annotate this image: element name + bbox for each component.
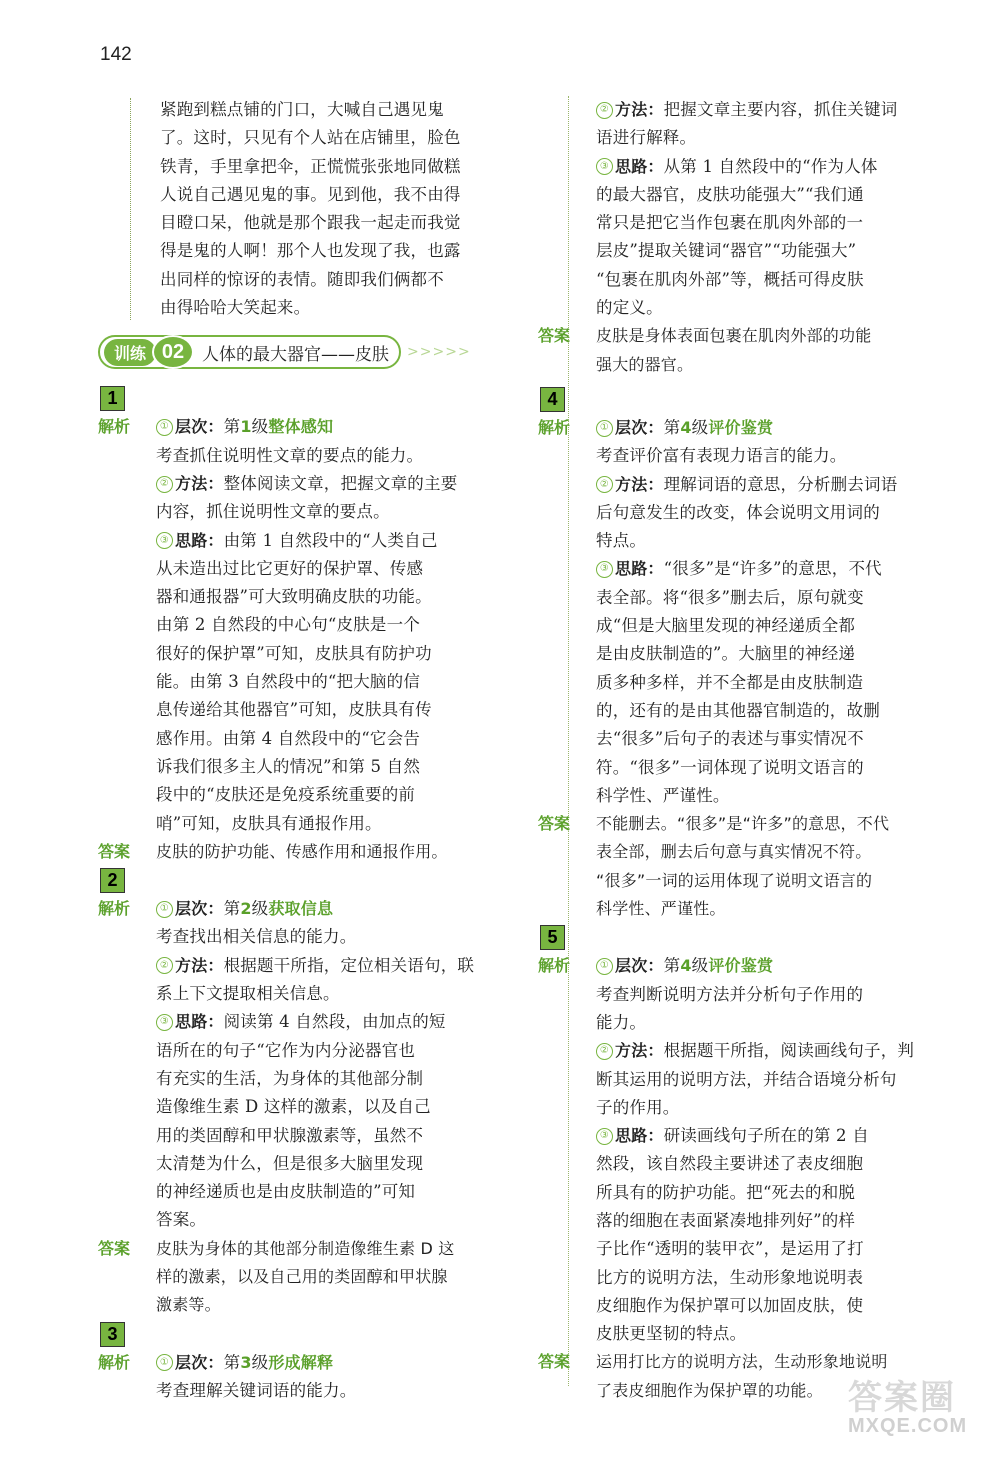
idea-line <box>156 527 508 555</box>
method-text: 语进行解释。 <box>596 128 697 148</box>
method-text: 特点。 <box>596 531 647 551</box>
story-line: 出同样的惊讶的表情。随即我们俩都不 <box>160 269 444 289</box>
analysis-tag: 解析 <box>538 956 571 976</box>
idea-text: 然段，该自然段主要讲述了表皮细胞 <box>596 1154 864 1174</box>
right-column <box>538 96 954 1405</box>
answer-tag: 答案 <box>98 841 131 861</box>
chevron-arrows-icon: >>>>> <box>407 344 471 361</box>
idea-label: 思路： <box>175 1012 224 1032</box>
circled-number-icon: ① <box>596 958 613 975</box>
answer-text: 强大的器官。 <box>596 354 694 374</box>
idea-text: 很好的保护罩”可知，皮肤具有防护功 <box>156 643 432 663</box>
method-text: 把握文章主要内容，抓住关键词 <box>663 100 898 119</box>
level-number: 4 <box>680 417 692 437</box>
idea-text: 语所在的句子“它作为内分泌器官也 <box>156 1040 416 1060</box>
idea-text: 皮肤更坚韧的特点。 <box>596 1324 747 1344</box>
idea-text: 息传递给其他器官”可知，皮肤具有传 <box>156 700 432 720</box>
method-line <box>156 952 508 980</box>
level-label: 层次： <box>175 1352 224 1372</box>
level-suffix: 级 <box>691 417 709 437</box>
level-line <box>596 952 954 980</box>
idea-text: 符。“很多”一词体现了说明文语言的 <box>596 757 864 777</box>
answer-text: 不能删去。“很多”是“许多”的意思，不代 <box>596 814 890 834</box>
method-label: 方法： <box>615 474 664 494</box>
level-suffix: 级 <box>251 1352 269 1372</box>
level-number: 3 <box>240 1352 252 1372</box>
question-3 <box>98 1320 508 1406</box>
level-line <box>156 413 508 441</box>
circled-number-icon: ③ <box>156 1014 173 1031</box>
story-line: 由得哈哈大笑起来。 <box>160 298 311 318</box>
idea-label: 思路： <box>615 559 664 579</box>
idea-text: 去“很多”后句子的表述与事实情况不 <box>596 729 864 749</box>
idea-label: 思路： <box>615 156 664 176</box>
answer-tag: 答案 <box>538 1352 571 1372</box>
idea-text: 成“但是大脑里发现的神经递质全都 <box>596 616 856 636</box>
idea-text: 皮细胞作为保护罩可以加固皮肤，使 <box>596 1295 864 1315</box>
analysis-tag: 解析 <box>98 899 131 919</box>
circled-number-icon: ① <box>156 1354 173 1371</box>
question-2 <box>98 866 508 1319</box>
story-line: 人说自己遇见鬼的事。见到他，我不由得 <box>160 184 461 204</box>
question-number-badge: 4 <box>540 387 565 412</box>
method-text: 根据题干所指，阅读画线句子，判 <box>663 1041 915 1061</box>
method-text: 根据题干所指，定位相关语句，联 <box>223 955 475 975</box>
method-text: 系上下文提取相关信息。 <box>156 984 340 1004</box>
level-description: 能力。 <box>596 1012 647 1032</box>
idea-label: 思路： <box>175 530 224 550</box>
watermark-title: 答案圈 <box>848 1378 956 1418</box>
story-line: 目瞪口呆，他就是那个跟我一起走而我觉 <box>160 213 461 233</box>
answer-tag: 答案 <box>538 326 571 346</box>
level-number: 1 <box>240 417 252 437</box>
answer-text: 样的激素，以及自己用的类固醇和甲状腺 <box>156 1266 448 1286</box>
idea-text: 研读画线句子所在的第 2 自 <box>663 1126 869 1146</box>
level-description: 考查评价富有表现力语言的能力。 <box>596 446 847 466</box>
method-line <box>156 470 508 498</box>
story-line: 得是鬼的人啊！那个人也发现了我，也露 <box>160 241 461 261</box>
answer-text: “很多”一词的运用体现了说明文语言的 <box>596 870 873 890</box>
circled-number-icon: ① <box>156 419 173 436</box>
question-5 <box>538 923 954 1405</box>
level-suffix: 级 <box>251 899 269 919</box>
training-label: 训练 <box>104 339 156 366</box>
method-text: 理解词语的意思，分析删去词语 <box>663 474 898 494</box>
method-label: 方法： <box>615 100 664 119</box>
method-text: 断其运用的说明方法，并结合语境分析句 <box>596 1069 897 1089</box>
answer-text: 科学性、严谨性。 <box>596 899 726 919</box>
idea-text: 从未造出过比它更好的保护罩、传感 <box>156 558 424 578</box>
idea-text: 是由皮肤制造的”。大脑里的神经递 <box>596 644 856 664</box>
method-label: 方法： <box>175 955 224 975</box>
idea-text: 答案。 <box>156 1210 207 1230</box>
level-label: 层次： <box>175 899 224 919</box>
level-label: 层次： <box>175 417 224 437</box>
answer-text: 皮肤的防护功能、传感作用和通报作用。 <box>156 841 448 861</box>
idea-text: 用的类固醇和甲状腺激素等，虽然不 <box>156 1125 424 1145</box>
idea-text: 能。由第 3 自然段中的“把大脑的信 <box>156 672 421 692</box>
method-text: 内容，抓住说明性文章的要点。 <box>156 502 390 522</box>
idea-text: 感作用。由第 4 自然段中的“它会告 <box>156 728 421 748</box>
level-description: 考查判断说明方法并分析句子作用的 <box>596 984 864 1004</box>
question-4 <box>538 385 954 923</box>
level-description: 考查找出相关信息的能力。 <box>156 927 357 947</box>
story-line: 了。这时，只见有个人站在店铺里，脸色 <box>160 128 461 148</box>
level-suffix: 级 <box>691 956 709 976</box>
question-1 <box>98 384 508 866</box>
idea-text: 太清楚为什么，但是很多大脑里发现 <box>156 1153 424 1173</box>
answer-text: 了表皮细胞作为保护罩的功能。 <box>596 1380 823 1400</box>
circled-number-icon: ③ <box>596 1128 613 1145</box>
idea-text: 质多种多样，并不全都是由皮肤制造 <box>596 672 864 692</box>
idea-text: 从第 1 自然段中的“作为人体 <box>663 156 878 176</box>
idea-text: 所具有的防护功能。把“死去的和脱 <box>596 1182 856 1202</box>
idea-text: 由第 2 自然段的中心句“皮肤是一个 <box>156 615 421 635</box>
level-description: 考查理解关键词语的能力。 <box>156 1380 357 1400</box>
level-prefix: 第 <box>663 417 681 437</box>
level-line <box>156 1349 508 1377</box>
story-excerpt <box>160 96 508 322</box>
level-name: 评价鉴赏 <box>708 956 774 976</box>
circled-number-icon: ② <box>156 957 173 974</box>
idea-text: 的，还有的是由其他器官制造的，故删 <box>596 700 880 720</box>
level-name: 评价鉴赏 <box>708 417 774 437</box>
method-line <box>596 471 954 499</box>
idea-text: 比方的说明方法，生动形象地说明表 <box>596 1267 864 1287</box>
idea-text: 阅读第 4 自然段，由加点的短 <box>223 1012 446 1032</box>
watermark-logo <box>848 1370 988 1450</box>
level-name: 整体感知 <box>268 417 334 437</box>
method-text: 子的作用。 <box>596 1097 680 1117</box>
training-header <box>98 334 508 370</box>
idea-text: 由第 1 自然段中的“人类自己 <box>223 530 438 550</box>
circled-number-icon: ① <box>156 901 173 918</box>
level-name: 获取信息 <box>268 899 334 919</box>
answer-text: 皮肤是身体表面包裹在肌肉外部的功能 <box>596 326 872 346</box>
circled-number-icon: ② <box>156 476 173 493</box>
training-number: 02 <box>152 335 194 369</box>
circled-number-icon: ② <box>596 102 613 119</box>
analysis-tag: 解析 <box>98 417 131 437</box>
answer-text: 表全部，删去后句意与真实情况不符。 <box>596 842 872 862</box>
idea-line <box>596 1122 954 1150</box>
level-number: 2 <box>240 899 252 919</box>
level-prefix: 第 <box>223 899 241 919</box>
idea-text: 有充实的生活，为身体的其他部分制 <box>156 1068 424 1088</box>
idea-text: “很多”是“许多”的意思，不代 <box>663 559 882 579</box>
idea-text: “包裹在肌肉外部”等，概括可得皮肤 <box>596 269 864 289</box>
idea-text: 段中的“皮肤还是免疫系统重要的前 <box>156 785 416 805</box>
idea-label: 思路： <box>615 1126 664 1146</box>
answer-text: 激素等。 <box>156 1295 221 1315</box>
question-number-badge: 1 <box>100 386 125 411</box>
level-label: 层次： <box>615 417 664 437</box>
level-prefix: 第 <box>663 956 681 976</box>
method-line <box>596 1037 954 1065</box>
analysis-tag: 解析 <box>98 1352 131 1372</box>
idea-text: 表全部。将“很多”删去后，原句就变 <box>596 587 864 607</box>
idea-text: 哨”可知，皮肤具有通报作用。 <box>156 813 382 833</box>
level-prefix: 第 <box>223 1352 241 1372</box>
question-number-badge: 5 <box>540 925 565 950</box>
method-text: 后句意发生的改变，体会说明文用词的 <box>596 502 880 522</box>
level-label: 层次： <box>615 956 664 976</box>
idea-line <box>596 555 954 583</box>
analysis-tag: 解析 <box>538 417 571 437</box>
page-number: 142 <box>100 44 132 65</box>
circled-number-icon: ③ <box>156 532 173 549</box>
level-line <box>596 414 954 442</box>
idea-text: 的神经递质也是由皮肤制造的”可知 <box>156 1182 416 1202</box>
answer-text: 运用打比方的说明方法，生动形象地说明 <box>596 1352 888 1372</box>
level-line <box>156 895 508 923</box>
circled-number-icon: ③ <box>596 158 613 175</box>
idea-text: 器和通报器”可大致明确皮肤的功能。 <box>156 587 432 607</box>
level-description: 考查抓住说明性文章的要点的能力。 <box>156 445 424 465</box>
training-title: 人体的最大器官——皮肤 <box>202 344 390 365</box>
level-name: 形成解释 <box>268 1352 334 1372</box>
idea-text: 的最大器官，皮肤功能强大”“我们通 <box>596 184 864 204</box>
left-column <box>98 96 508 1405</box>
level-prefix: 第 <box>223 417 241 437</box>
level-suffix: 级 <box>251 417 269 437</box>
question-number-badge: 3 <box>100 1322 125 1347</box>
circled-number-icon: ① <box>596 420 613 437</box>
circled-number-icon: ② <box>596 1043 613 1060</box>
idea-line <box>156 1008 508 1036</box>
idea-text: 造像维生素 D 这样的激素，以及自己 <box>156 1097 431 1117</box>
circled-number-icon: ② <box>596 476 613 493</box>
question-number-badge: 2 <box>100 868 125 893</box>
answer-tag: 答案 <box>98 1238 131 1258</box>
answer-tag: 答案 <box>538 814 571 834</box>
level-number: 4 <box>680 956 692 976</box>
idea-text: 的定义。 <box>596 298 663 318</box>
circled-number-icon: ③ <box>596 561 613 578</box>
method-line <box>596 96 954 124</box>
idea-text: 诉我们很多主人的情况”和第 5 自然 <box>156 756 421 776</box>
method-label: 方法： <box>615 1041 664 1061</box>
idea-text: 子比作“透明的装甲衣”，是运用了打 <box>596 1239 864 1259</box>
idea-text: 层皮”提取关键词“器官”“功能强大” <box>596 241 857 261</box>
idea-text: 落的细胞在表面紧凑地排列好”的样 <box>596 1210 856 1230</box>
method-label: 方法： <box>175 473 224 493</box>
idea-line <box>596 153 954 181</box>
answer-text: 皮肤为身体的其他部分制造像维生素 D 这 <box>156 1238 455 1258</box>
story-line: 铁青，手里拿把伞，正慌慌张张地同做糕 <box>160 156 461 176</box>
idea-text: 常只是把它当作包裹在肌肉外部的一 <box>596 213 864 233</box>
story-line: 紧跑到糕点铺的门口，大喊自己遇见鬼 <box>160 100 444 119</box>
idea-text: 科学性、严谨性。 <box>596 785 730 805</box>
method-text: 整体阅读文章，把握文章的主要 <box>223 473 458 493</box>
watermark-domain: MXQE.COM <box>848 1415 968 1437</box>
training-banner <box>98 335 401 369</box>
